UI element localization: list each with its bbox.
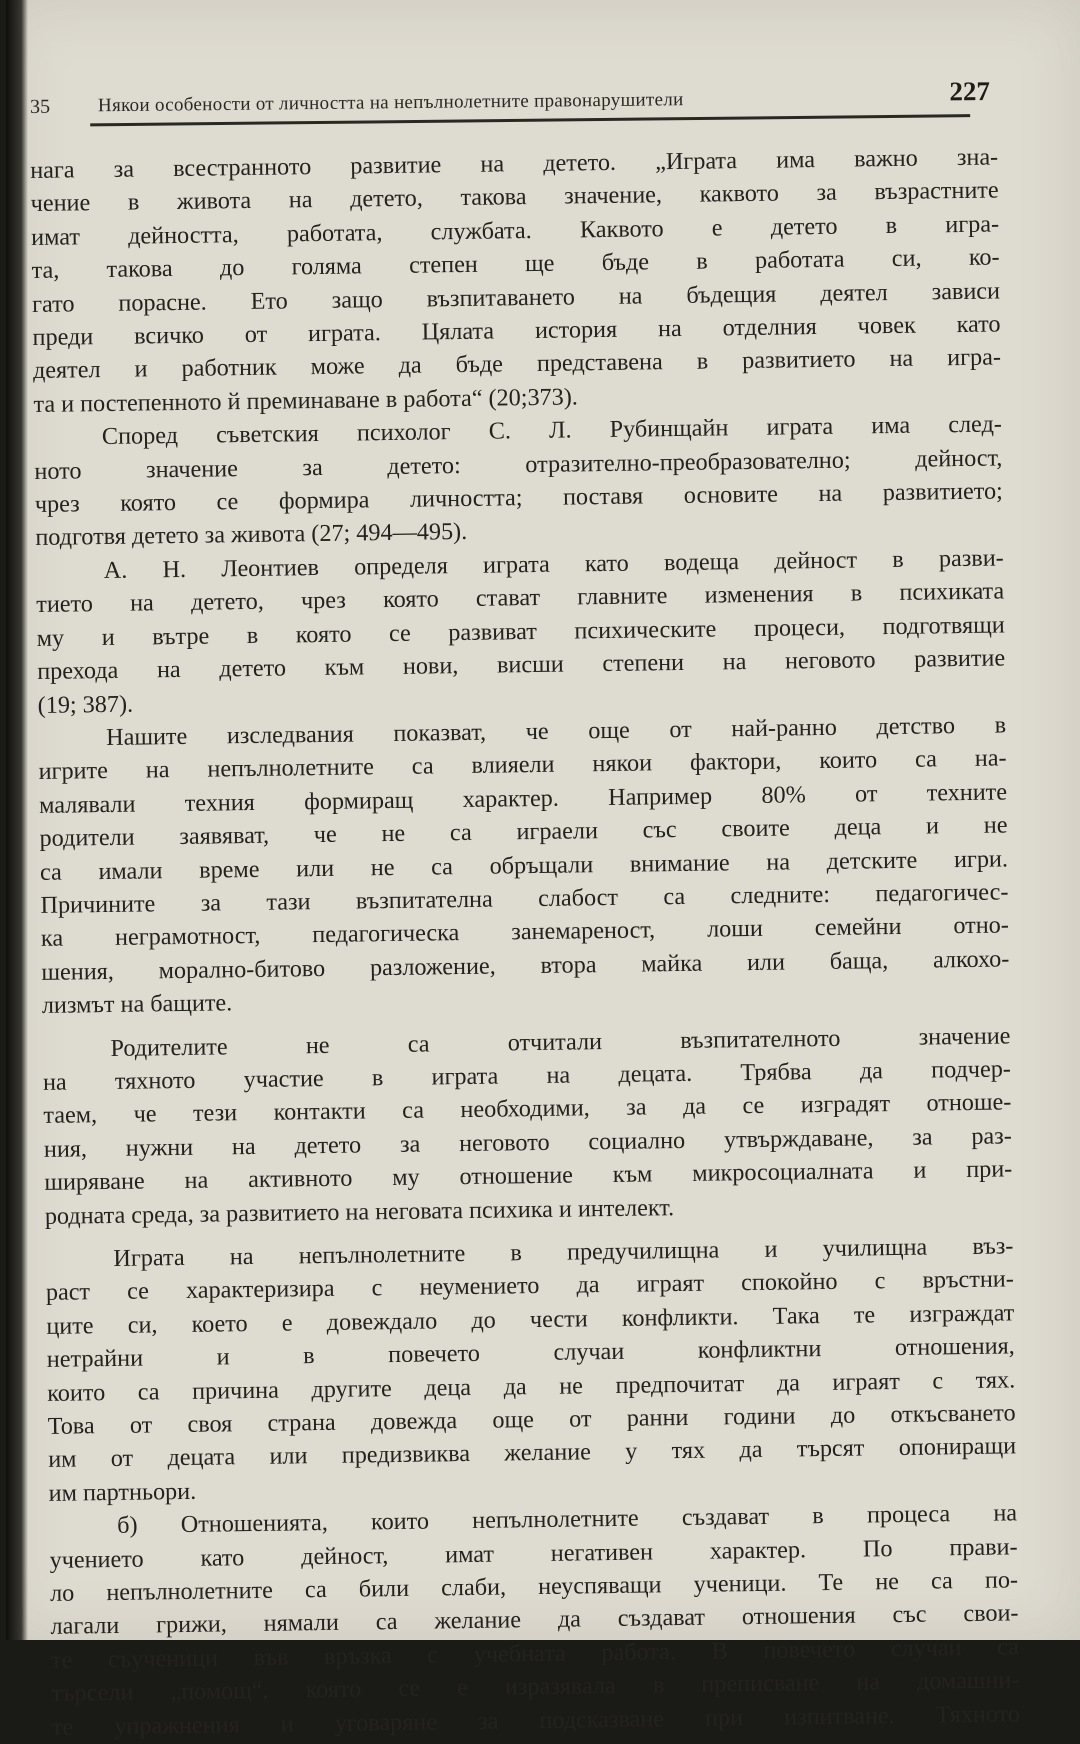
body-text xyxy=(30,140,1020,1743)
book-page xyxy=(6,0,1080,1741)
text-line: на тяхното участие в играта на децата. Трябва да подчер- xyxy=(42,1055,1012,1096)
section-number: 35 xyxy=(29,95,51,118)
text-line: ка неграмотност, педагогическа занемареност, лоши семейни отно- xyxy=(40,911,1010,953)
text-line: А. Н. Леонтиев определя играта като водеща дейност в разви- xyxy=(103,544,1004,584)
text-line: чение в живота на детето, такова значение, каквото за възрастните xyxy=(30,176,999,218)
text-line: нетрайни и в повечето случаи конфликтни отношения, xyxy=(46,1332,1015,1374)
text-line: тието на детето, чрез която стават главните изменения в психиката xyxy=(36,577,1005,619)
text-line: (19; 387). xyxy=(37,690,134,719)
text-line: та и постепенното й преминаване в работа“ (20;373). xyxy=(33,383,579,418)
page-number: 227 xyxy=(949,75,991,107)
text-line: прехода на детето към нови, висши степени на неговото развитие xyxy=(37,644,1006,686)
running-title: Някои особености от личността на непълнолетните правонарушители xyxy=(97,89,684,117)
text-line: ното значение за детето: отразително-преобразователно; дейност, xyxy=(34,444,1003,485)
text-line: родители заявяват, че не са играели със своите деца и не xyxy=(39,811,1008,853)
text-line: учението като дейност, имат негативен характер. По прави- xyxy=(49,1533,1018,1574)
text-line: б) Отношенията, които непълнолетните създават в процеса на xyxy=(116,1499,1018,1540)
text-line: лизмът на бащите. xyxy=(41,989,233,1020)
text-line: им партньори. xyxy=(48,1477,197,1507)
text-line: преди всичко от играта. Цялата история на отделния човек като xyxy=(32,310,1001,352)
text-line: Това от своя страна довежда още от ранни години до откъсването xyxy=(47,1399,1016,1440)
text-line: те съученици във връзка с учебната работа. В повечето случаи са xyxy=(50,1633,1020,1674)
text-line: нага за всестранното развитие на детето. „Играта има важно зна- xyxy=(30,143,999,184)
text-line: ширяване на активното му отношение към микросоциалната и при- xyxy=(44,1155,1013,1197)
text-line: са имали време или не са обръщали внимание на детските игри. xyxy=(39,844,1009,886)
text-line: Играта на непълнолетните в предучилищна и училищна въз- xyxy=(113,1232,1014,1272)
text-line: лагали грижи, нямали са желание да създават отношения със свои- xyxy=(50,1599,1019,1641)
text-line: та, такова до голяма степен ще бъде в работата си, ко- xyxy=(31,243,1000,285)
text-line: им от децата или предизвиква желание у тях да търсят опониращи xyxy=(48,1432,1017,1474)
text-line: ло непълнолетните са били слаби, неуспяващи ученици. Те не са по- xyxy=(49,1566,1019,1607)
text-line: имат дейността, работата, службата. Каквото е детето в игра- xyxy=(30,210,1000,251)
text-line: ците си, което е довеждало до чести конфликти. Така те изграждат xyxy=(46,1299,1015,1340)
text-line: му и вътре в която се развиват психическите процеси, подготвящи xyxy=(36,611,1005,652)
text-line: малявали техния формиращ характер. Например 80% от техните xyxy=(38,778,1008,819)
running-header xyxy=(30,76,990,126)
text-line: родната среда, за развитието на неговата психика и интелект. xyxy=(44,1193,675,1230)
text-line: шения, морално-битово разложение, втора майка или баща, алкохо- xyxy=(41,945,1010,986)
text-line: игрите на непълнолетните са влияели някои фактори, които са на- xyxy=(38,744,1007,786)
text-line: които са причина другите деца да не предпочитат да играят с тях. xyxy=(47,1365,1016,1407)
text-line: ния, нужни на детето за неговото социално утвърждаване, за раз- xyxy=(43,1122,1012,1163)
text-line: раст се характеризира с неумението да играят спокойно с връстни- xyxy=(45,1265,1014,1307)
text-line: Нашите изследвания показват, че още от най-ранно детство в xyxy=(105,711,1007,751)
text-line: Родителите не са отчитали възпитателното значение xyxy=(110,1021,1011,1062)
text-line: гато порасне. Ето защо възпитаването на бъдещия деятел зависи xyxy=(31,277,1001,318)
text-line: деятел и работник може да бъде представена в развитието на игра- xyxy=(32,343,1002,385)
book-spine-shadow xyxy=(6,0,28,1640)
text-line: таем, че тези контакти са необходими, за да се изградят отноше- xyxy=(43,1088,1012,1130)
text-line: чрез която се формира личността; поставя основите на развитието; xyxy=(34,477,1003,519)
text-line: Според съветския психолог С. Л. Рубинщайн играта има след- xyxy=(101,410,1003,451)
text-line: подготвя детето за живота (27; 494—495). xyxy=(35,518,468,552)
text-line: те упражнения и уговаряне за подсказване при изпитване. Тяхното xyxy=(51,1700,1021,1741)
text-line: търсели „помощ“, която се е изразявала в преписване на домашни- xyxy=(51,1666,1020,1708)
text-line: Причините за тази възпитателна слабост са следните: педагогичес- xyxy=(40,878,1009,919)
